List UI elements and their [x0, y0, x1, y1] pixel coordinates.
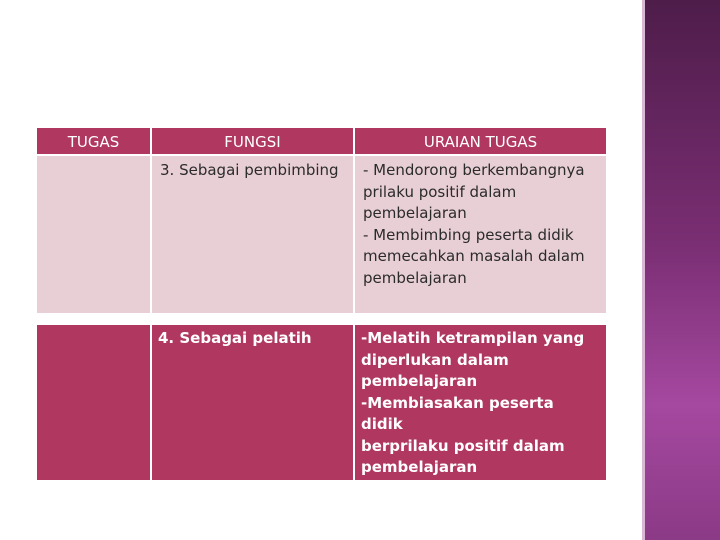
decorative-side-panel — [642, 0, 720, 540]
header-fungsi: FUNGSI — [152, 128, 353, 154]
row1-fungsi-text: 3. Sebagai pembimbing — [160, 161, 339, 179]
row2-tugas-cell — [37, 325, 150, 480]
header-uraian-tugas: URAIAN TUGAS — [355, 128, 606, 154]
row2-uraian-text: -Melatih ketrampilan yang diperlukan dalam pembelajaran -Membiasakan peserta didik berprilaku positif dalam pembelajaran — [361, 329, 585, 476]
row1-uraian-text: - Mendorong berkembangnya prilaku positif dalam pembelajaran - Membimbing peserta didik memecahkan masalah dalam pembelajaran — [363, 161, 585, 287]
row1-uraian-cell — [355, 156, 606, 313]
row1-fungsi-cell — [152, 156, 353, 313]
side-panel-edge — [642, 0, 645, 540]
header-tugas: TUGAS — [37, 128, 150, 154]
row2-fungsi-cell — [152, 325, 353, 480]
row2-fungsi-text: 4. Sebagai pelatih — [158, 329, 312, 347]
row1-tugas-cell — [37, 156, 150, 313]
row2-uraian-cell — [355, 325, 606, 480]
